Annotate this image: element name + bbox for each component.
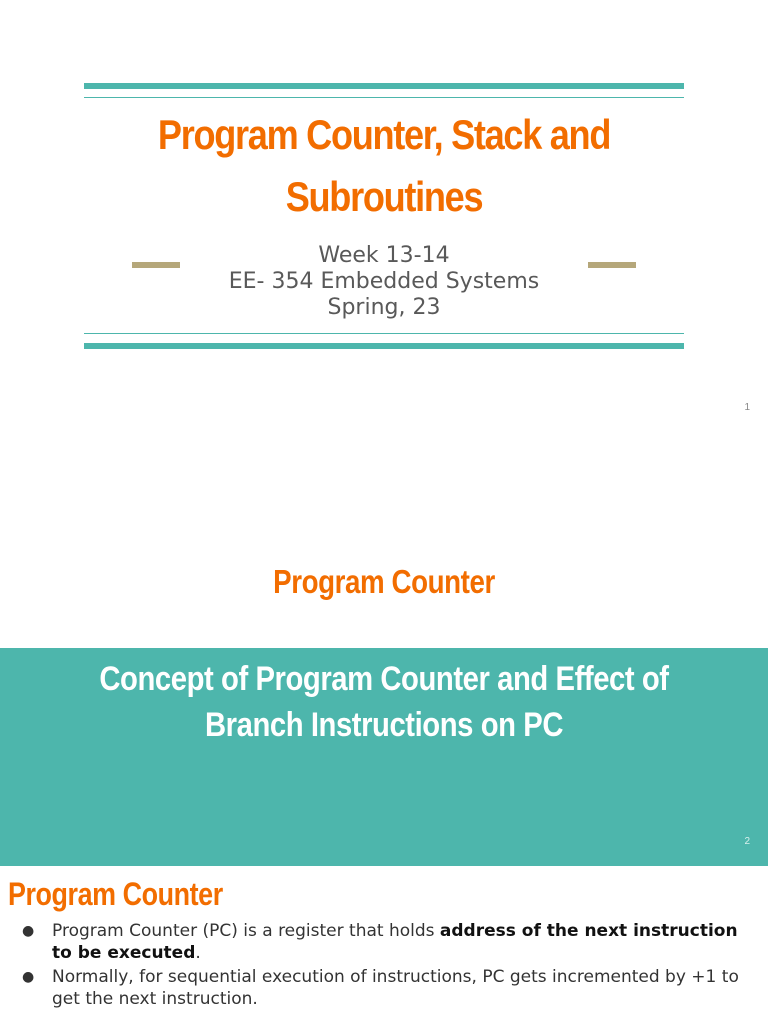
list-item bbox=[20, 920, 740, 964]
left-accent-dash bbox=[132, 262, 180, 268]
subtitle-week: Week 13-14 bbox=[318, 243, 450, 268]
section-band-title: Concept of Program Counter and Effect of Branch Instructions on PC bbox=[99, 660, 669, 744]
bullet-text: Normally, for sequential execution of instructions, PC gets incremented by +1 to get the next instruction. bbox=[52, 967, 739, 1009]
section-heading: Program Counter bbox=[273, 563, 495, 600]
content-slide bbox=[0, 866, 768, 1024]
bottom-thick-rule bbox=[84, 343, 684, 349]
bullet-bold-text: address of the next instruction to be executed bbox=[52, 921, 738, 963]
right-accent-dash bbox=[588, 262, 636, 268]
subtitle-term: Spring, 23 bbox=[327, 295, 441, 320]
bullet-list bbox=[20, 920, 740, 1012]
list-item bbox=[20, 966, 740, 1010]
slide-number: 1 bbox=[744, 402, 750, 413]
bottom-thin-rule bbox=[84, 333, 684, 334]
section-slide-top bbox=[0, 432, 768, 648]
title-slide bbox=[0, 0, 768, 432]
top-thick-rule bbox=[84, 83, 684, 89]
slide-title: Program Counter bbox=[8, 876, 223, 912]
presentation-title: Program Counter, Stack and Subroutines bbox=[157, 111, 611, 220]
top-thin-rule bbox=[84, 97, 684, 98]
section-slide-band bbox=[0, 648, 768, 866]
bullet-text-end: . bbox=[195, 943, 201, 963]
subtitle-course: EE- 354 Embedded Systems bbox=[228, 269, 540, 294]
bullet-text: Program Counter (PC) is a register that holds bbox=[52, 921, 440, 941]
bullet-icon: ● bbox=[22, 923, 35, 939]
slide-number: 2 bbox=[744, 836, 750, 847]
subtitle-block bbox=[180, 243, 588, 321]
bullet-icon: ● bbox=[22, 969, 35, 985]
